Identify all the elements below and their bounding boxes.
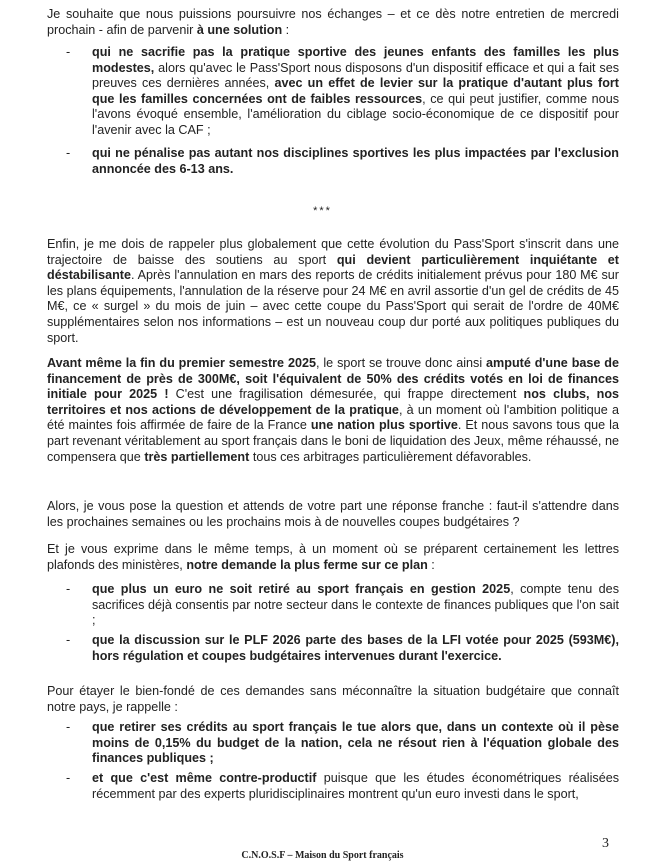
text-run-bold: qui devient particulièrement inquiétante et déstabilisante xyxy=(47,252,619,283)
text-run: . Après l'annulation en mars des reports de crédits initialement prévus pour 180 M€ sur les plans équipements, l'annulation de la réserve pour 24 M€ en avril assortie d'un gel de crédits de 45 M€, ce « surgel » du mois de juin – avec cette coupe du Pass'Sport qui serait de l'ordre de 40M€ supplémentaires selon nos informations – est un nouveau coup dur porté aux politiques publiques du sport. xyxy=(47,268,619,345)
bullet-dash: - xyxy=(66,146,71,160)
text-run: puisque que les études économétriques réalisées récemment par des experts pluridisciplinaires montrent qu'un euro investi dans le sport, xyxy=(92,771,620,801)
paragraph-intro xyxy=(47,7,619,38)
text-run: : xyxy=(282,22,290,37)
paragraph-budget xyxy=(47,356,619,465)
paragraph-question: Alors, je vous pose la question et attends de votre part une réponse franche : faut-il s'attendre dans les prochaines semaines ou les prochains mois à de nouvelles coupes budgétaires ? xyxy=(47,499,619,529)
bullet-dash: - xyxy=(66,45,71,59)
text-run-bold: nos clubs, nos territoires et nos actions de développement de la pratique xyxy=(47,387,620,417)
text-run-bold: une nation plus sportive xyxy=(310,418,458,433)
paragraph-rationale: Pour étayer le bien-fondé de ces demandes sans méconnaître la situation budgétaire que connaît notre pays, je rappelle : xyxy=(47,684,619,714)
text-run: Et je vous exprime dans le même temps, à un moment où se préparent certainement les lettres plafonds des ministères, xyxy=(47,542,619,572)
page-footer: C.N.O.S.F – Maison du Sport français xyxy=(241,850,404,861)
text-run: C'est une fragilisation démesurée, qui frappe directement xyxy=(168,387,524,402)
text-run: : xyxy=(427,557,435,572)
page-number: 3 xyxy=(602,836,609,851)
list-item-1-1 xyxy=(92,45,619,139)
list-item-3-1 xyxy=(92,720,619,767)
text-run: , à un moment où l'ambition politique a été maintes fois affirmée de faire de la France xyxy=(47,402,619,433)
list-item-2-1 xyxy=(92,582,619,629)
text-run: , le sport se trouve donc ainsi xyxy=(315,356,487,370)
text-run: , compte tenu des sacrifices déjà consentis par notre secteur dans le contexte de finances publiques que l'on sait ; xyxy=(92,582,619,628)
section-separator: *** xyxy=(313,205,332,217)
text-run-bold: à une solution xyxy=(196,22,283,37)
text-run-bold: notre demande la plus ferme sur ce plan xyxy=(186,557,428,572)
paragraph-demand xyxy=(47,542,619,573)
paragraph-context xyxy=(47,237,619,346)
text-run-bold: qui ne pénalise pas autant nos disciplines sportives les plus impactées par l'exclusion annoncée des 6-13 ans. xyxy=(92,146,619,176)
text-run: Je souhaite que nous puissions poursuivre nos échanges – et ce dès notre entretien de mercredi prochain - afin de parvenir xyxy=(47,7,619,37)
text-run-bold: que plus un euro ne soit retiré au sport français en gestion 2025 xyxy=(92,582,511,596)
text-run-bold: avec un effet de levier sur la pratique d'autant plus fort que les familles concernées ont de faibles ressources xyxy=(92,76,619,106)
text-run: . Et nous savons tous que la part revenant véritablement au sport français dans le boni de liquidation des Jeux, même réhaussé, ne compensera que xyxy=(47,418,619,464)
text-run-bold: et que c'est même contre-productif xyxy=(92,771,317,785)
bullet-dash: - xyxy=(66,771,71,785)
bullet-dash: - xyxy=(66,720,71,734)
text-run-bold: que la discussion sur le PLF 2026 parte des bases de la LFI votée pour 2025 (593M€), hors régulation et coupes budgétaires intervenues durant l'exercice. xyxy=(92,633,619,663)
list-item-2-2 xyxy=(92,633,619,664)
bullet-dash: - xyxy=(66,582,71,596)
text-run-bold: que retirer ses crédits au sport français le tue alors que, dans un contexte où il pèse moins de 0,15% du budget de la nation, cela ne résout rien à l'équation globale des finances publiques ; xyxy=(92,720,619,766)
text-run-bold: qui ne sacrifie pas la pratique sportive des jeunes enfants des familles les plus modestes, xyxy=(92,45,619,75)
text-run-bold: Avant même la fin du premier semestre 2025 xyxy=(47,356,316,370)
text-run-bold: très partiellement xyxy=(144,449,250,464)
list-item-1-2 xyxy=(92,146,619,177)
text-run-bold: amputé d'une base de financement de près de 300M€, soit l'équivalent de 50% des crédits votés en loi de finances initiale pour 2025 ! xyxy=(47,356,619,402)
text-run: alors qu'avec le Pass'Sport nous disposons d'un dispositif efficace et qui a fait ses preuves ces dernières années, xyxy=(92,60,619,91)
list-item-3-2 xyxy=(92,771,619,802)
text-run: tous ces arbitrages particulièrement défavorables. xyxy=(249,449,532,464)
text-run: , ce qui peut justifier, comme nous l'avons évoqué ensemble, l'amélioration du ciblage socio-économique de ce dispositif pour l'avenir avec la CAF ; xyxy=(92,91,619,137)
bullet-dash: - xyxy=(66,633,71,647)
text-run: Enfin, je me dois de rappeler plus globalement que cette évolution du Pass'Sport s'inscrit dans une trajectoire de baisse des soutiens au sport xyxy=(47,237,619,267)
